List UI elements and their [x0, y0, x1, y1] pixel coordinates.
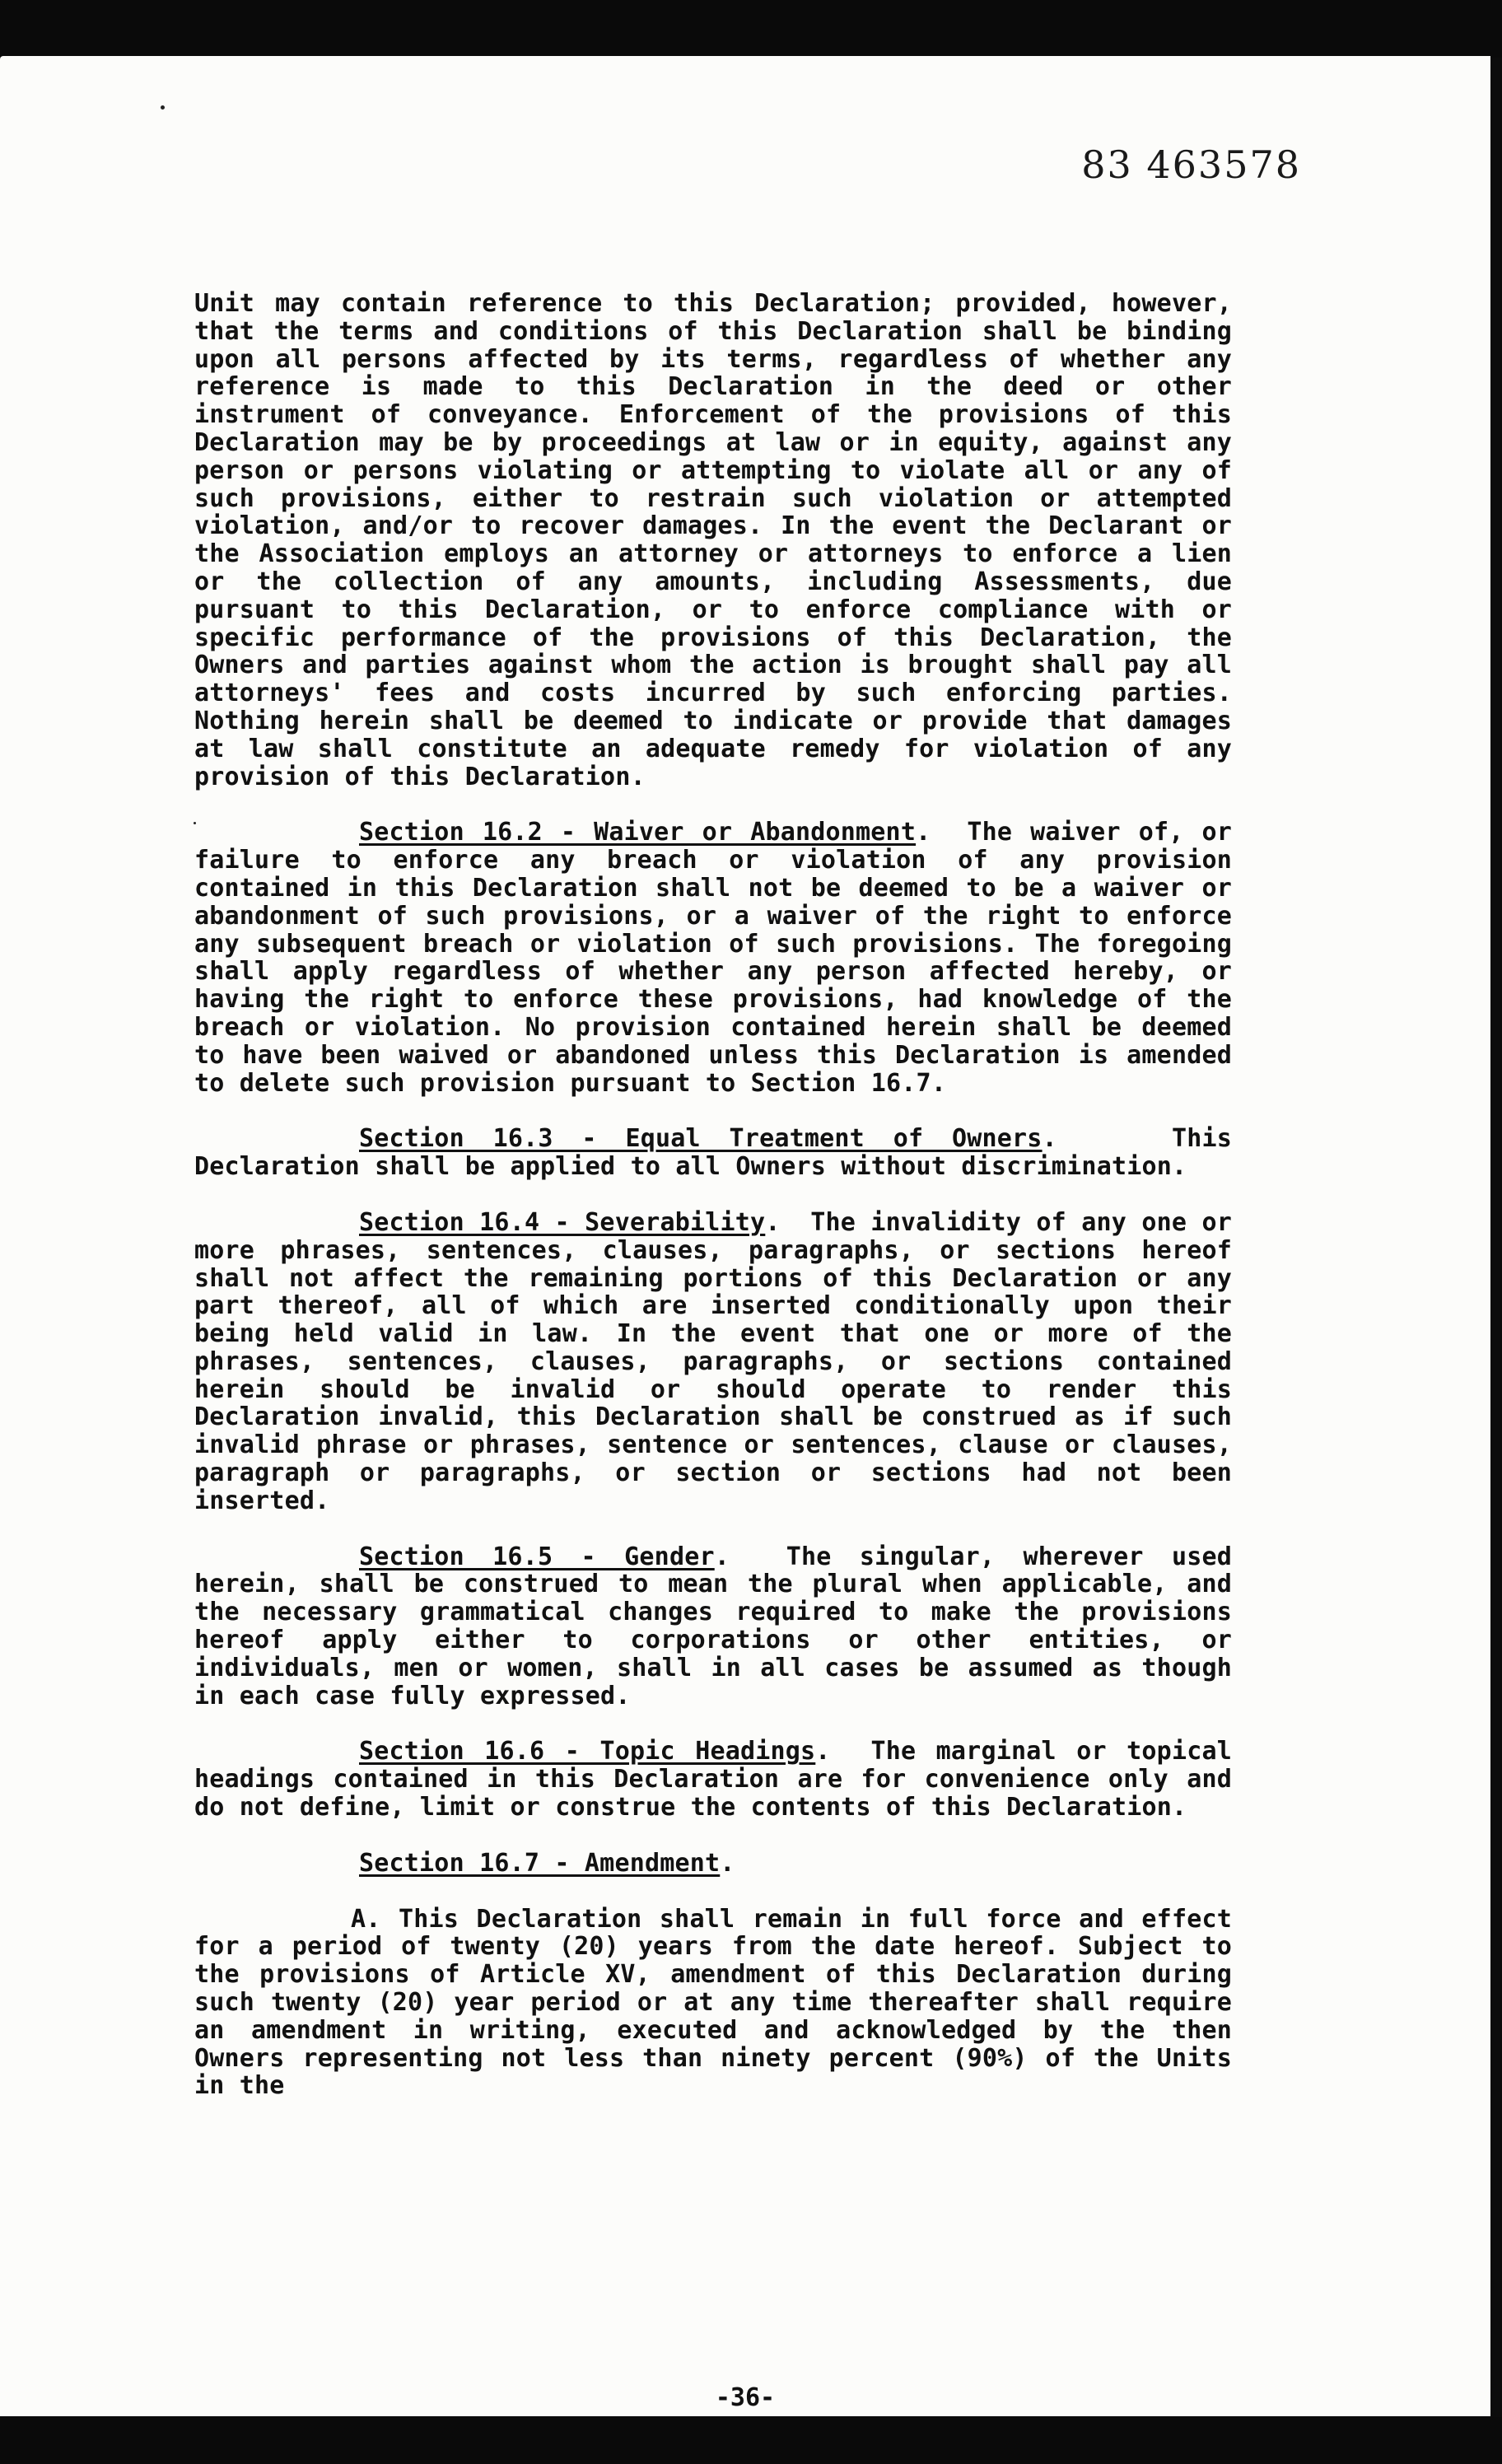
section-16-4: Section 16.4 - Severability. The invalidity of any one or more phrases, sentences, clauses, paragraphs, or sections hereof shall not affect the remaining portions of this Declaration or any part thereof, all of which are inserted conditionally upon their being held valid in law. In the event that one or more of the phrases, sentences, clauses, paragraphs, or sections contained herein should be invalid or should operate to render this Declaration invalid, this Declaration shall be construed as if such invalid phrase or phrases, sentence or sentences, clause or clauses, paragraph or paragraphs, or section or sections had not been inserted. — [194, 1207, 1232, 1515]
subsection-a — [194, 1906, 1232, 2101]
section-heading: Section 16.5 - Gender — [359, 1542, 715, 1571]
scan-speck — [161, 105, 165, 110]
section-text: The invalidity of any one or more phrases, sentences, clauses, paragraphs, or sections hereof shall not affect the remaining portions of this Declaration or any part thereof, all of which are inserted conditionally upon their being held valid in law. In the event that one or more of the phrases, sentences, clauses, paragraphs, or sections contained herein should be invalid or should operate to render this Declaration invalid, this Declaration shall be construed as if such invalid phrase or phrases, sentence or sentences, clause or clauses, paragraph or paragraphs, or section or sections had not been inserted. — [194, 1207, 1232, 1515]
section-text: The marginal or topical headings contained in this Declaration are for convenience only and do not define, limit or construe the contents of this Declaration. — [194, 1737, 1232, 1822]
section-text: The waiver of, or failure to enforce any breach or violation of any provision contained in this Declaration shall not be deemed to be a waiver or abandonment of such provisions, or a waiver of the right to enforce any subsequent breach or violation of such provisions. The foregoing shall apply regardless of whether any person affected hereby, or having the right to enforce these provisions, had knowledge of the breach or violation. No provision contained herein shall be deemed to have been waived or abandoned unless this Declaration is amended to delete such provision pursuant to Section 16.7. — [194, 818, 1233, 1098]
scan-bottom-border — [0, 2417, 1502, 2464]
scan-top-border — [0, 0, 1502, 58]
section-text: The singular, wherever used herein, shall be construed to mean the plural when applicable, and the necessary grammatical changes required to make the provisions hereof apply either to corporations or other entities, or individuals, men or women, shall in all cases be assumed as though in each case fully expressed. — [194, 1542, 1232, 1710]
section-text: This Declaration shall be applied to all Owners without discrimination. — [194, 1124, 1233, 1182]
document-number: 83 463578 — [1081, 142, 1301, 187]
section-heading: Section 16.4 - Severability — [359, 1207, 766, 1237]
section-heading: Section 16.7 - Amendment — [359, 1848, 721, 1878]
section-heading: Section 16.2 - Waiver or Abandonment — [359, 818, 917, 847]
section-16-7: Section 16.7 - Amendment. — [359, 1848, 735, 1878]
document-page — [0, 56, 1490, 2416]
subsection-text: A. This Declaration shall remain in full force and effect for a period of twenty (20) years from the date hereof. Subject to the provisions of Article XV, amendment of this Declaration during such twenty (20) year period or at any time thereafter shall require an amendment in writing, executed and acknowledged by the then Owners representing not less than ninety percent (90%) of the Units in the — [194, 1904, 1232, 2101]
section-16-6: Section 16.6 - Topic Headings. The marginal or topical headings contained in this Declaration are for convenience only and do not define, limit or construe the contents of this Declaration. — [194, 1737, 1232, 1822]
section-16-2: Section 16.2 - Waiver or Abandonment. The waiver of, or failure to enforce any breach or violation of any provision contained in this Declaration shall not be deemed to be a waiver or abandonment of such provisions, or a waiver of the right to enforce any subsequent breach or violation of such provisions. The foregoing shall apply regardless of whether any person affected hereby, or having the right to enforce these provisions, had knowledge of the breach or violation. No provision contained herein shall be deemed to have been waived or abandoned unless this Declaration is amended to delete such provision pursuant to Section 16.7. — [194, 818, 1233, 1098]
document-body — [194, 290, 1232, 2128]
section-heading: Section 16.3 - Equal Treatment of Owners — [359, 1124, 1043, 1154]
section-16-5: Section 16.5 - Gender. The singular, wherever used herein, shall be construed to mean the plural when applicable, and the necessary grammatical changes required to make the provisions hereof apply either to corporations or other entities, or individuals, men or women, shall in all cases be assumed as though in each case fully expressed. — [194, 1542, 1232, 1710]
page-number: -36- — [715, 2383, 776, 2412]
opening-paragraph: Unit may contain reference to this Declaration; provided, however, that the terms and conditions of this Declaration shall be binding upon all persons affected by its terms, regardless of whether any reference is made to this Declaration in the deed or other instrument of conveyance. Enforcement of the provisions of this Declaration may be by proceedings at law or in equity, against any person or persons violating or attempting to violate all or any of such provisions, either to restrain such violation or attempted violation, and/or to recover damages. In the event the Declarant or the Association employs an attorney or attorneys to enforce a lien or the collection of any amounts, including Assessments, due pursuant to this Declaration, or to enforce compliance with or specific performance of the provisions of this Declaration, the Owners and parties against whom the action is brought shall pay all attorneys' fees and costs incurred by such enforcing parties. Nothing herein shall be deemed to indicate or provide that damages at law shall constitute an adequate remedy for violation of any provision of this Declaration. — [194, 289, 1232, 791]
section-16-3: Section 16.3 - Equal Treatment of Owners. This Declaration shall be applied to all Owners without discrimination. — [194, 1124, 1233, 1182]
section-heading: Section 16.6 - Topic Headings — [359, 1737, 816, 1766]
